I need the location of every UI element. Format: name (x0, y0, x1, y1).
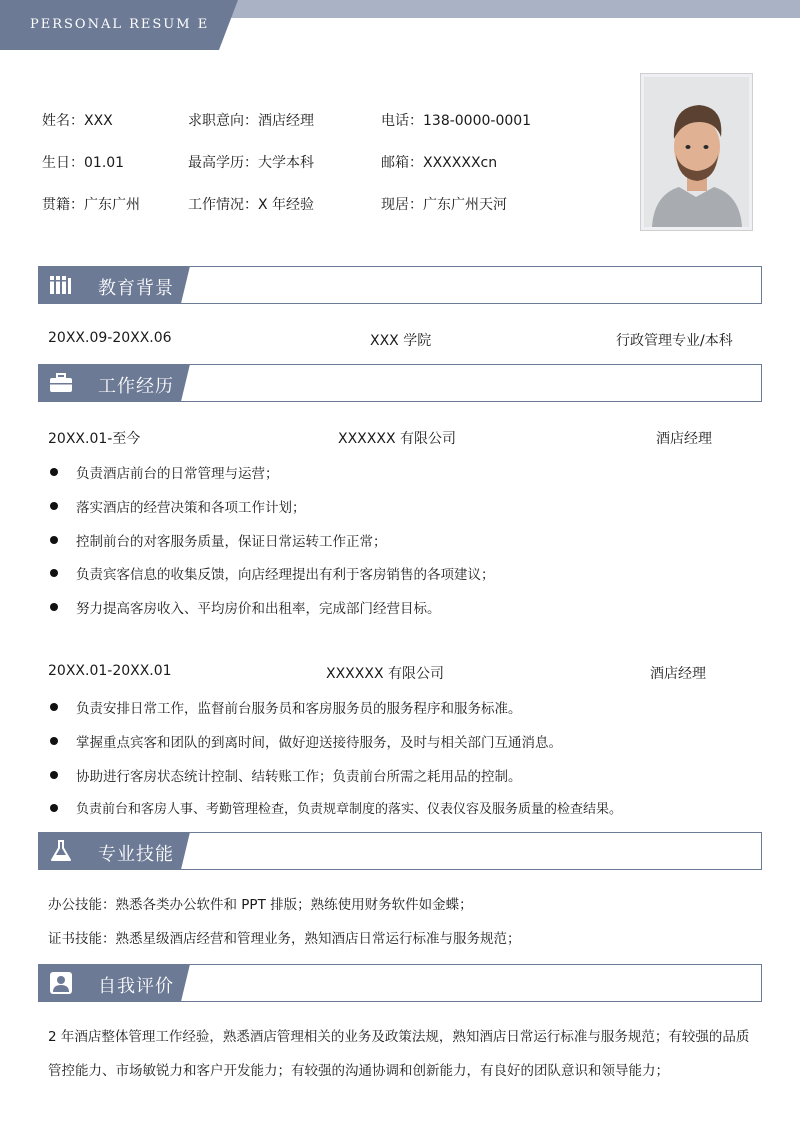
office-skills: 办公技能：熟悉各类办公软件和 PPT 排版；熟练使用财务软件如金蝶； (48, 897, 473, 913)
books-icon (49, 274, 73, 296)
list-item: 落实酒店的经营决策和各项工作计划； (48, 496, 748, 516)
job-row (48, 428, 748, 448)
list-item: 控制前台的对客服务质量，保证日常运转工作正常； (48, 530, 748, 550)
job-title: 酒店经理 (656, 431, 712, 447)
job-title: 酒店经理 (650, 666, 706, 682)
hometown-field: 贯籍：广东广州 (42, 197, 140, 213)
section-header-self (38, 964, 762, 1002)
profile-photo (640, 73, 753, 231)
education-level-field: 最高学历：大学本科 (188, 155, 314, 171)
flask-icon (49, 840, 73, 862)
experience-field: 工作情况：X 年经验 (188, 197, 315, 213)
job-intent-field: 求职意向：酒店经理 (188, 113, 314, 129)
job-period: 20XX.01-至今 (48, 431, 141, 447)
job-company: XXXXXX 有限公司 (338, 431, 456, 447)
section-title-self: 自我评价 (98, 976, 174, 997)
list-item: 负责安排日常工作，监督前台服务员和客房服务员的服务程序和服务标准。 (48, 697, 748, 717)
list-item: 协助进行客房状态统计控制、结转账工作；负责前台所需之耗用品的控制。 (48, 765, 748, 785)
job-company: XXXXXX 有限公司 (326, 666, 444, 682)
section-title-skills: 专业技能 (98, 844, 174, 865)
job-row (48, 663, 748, 683)
education-major: 行政管理专业/本科 (616, 333, 733, 349)
list-item: 负责宾客信息的收集反馈，向店经理提出有利于客房销售的各项建议； (48, 563, 748, 583)
resume-title: PERSONAL RESUM E (30, 17, 210, 32)
section-title-education: 教育背景 (98, 278, 174, 299)
list-item: 负责酒店前台的日常管理与运营； (48, 462, 748, 482)
list-item: 负责前台和客房人事、考勤管理检查，负责规章制度的落实、仪表仪容及服务质量的检查结果。 (48, 798, 748, 818)
briefcase-icon (49, 372, 73, 394)
education-period: 20XX.09-20XX.06 (48, 330, 172, 346)
avatar (644, 77, 749, 227)
cert-skills: 证书技能：熟悉星级酒店经营和管理业务，熟知酒店日常运行标准与服务规范； (48, 931, 521, 947)
education-school: XXX 学院 (370, 333, 432, 349)
residence-field: 现居：广东广州天河 (381, 197, 507, 213)
education-row (48, 330, 748, 350)
section-header-work (38, 364, 762, 402)
job-period: 20XX.01-20XX.01 (48, 663, 172, 679)
section-header-education (38, 266, 762, 304)
section-header-skills (38, 832, 762, 870)
list-item: 掌握重点宾客和团队的到离时间，做好迎送接待服务，及时与相关部门互通消息。 (48, 731, 748, 751)
name-field: 姓名：XXX (42, 113, 113, 129)
person-icon (49, 972, 73, 994)
phone-field: 电话：138-0000-0001 (381, 113, 532, 129)
list-item: 努力提高客房收入、平均房价和出租率，完成部门经营目标。 (48, 597, 748, 617)
birthday-field: 生日：01.01 (42, 155, 125, 171)
email-field: 邮箱：XXXXXXcn (381, 155, 498, 171)
section-title-work: 工作经历 (98, 376, 174, 397)
self-evaluation: 2 年酒店整体管理工作经验，熟悉酒店管理相关的业务及政策法规，熟知酒店日常运行标准与服务规范；有较强的品质管控能力、市场敏锐力和客户开发能力；有较强的沟通协调和创新能力，有良好的团队意识和领导能力； (48, 1029, 750, 1079)
